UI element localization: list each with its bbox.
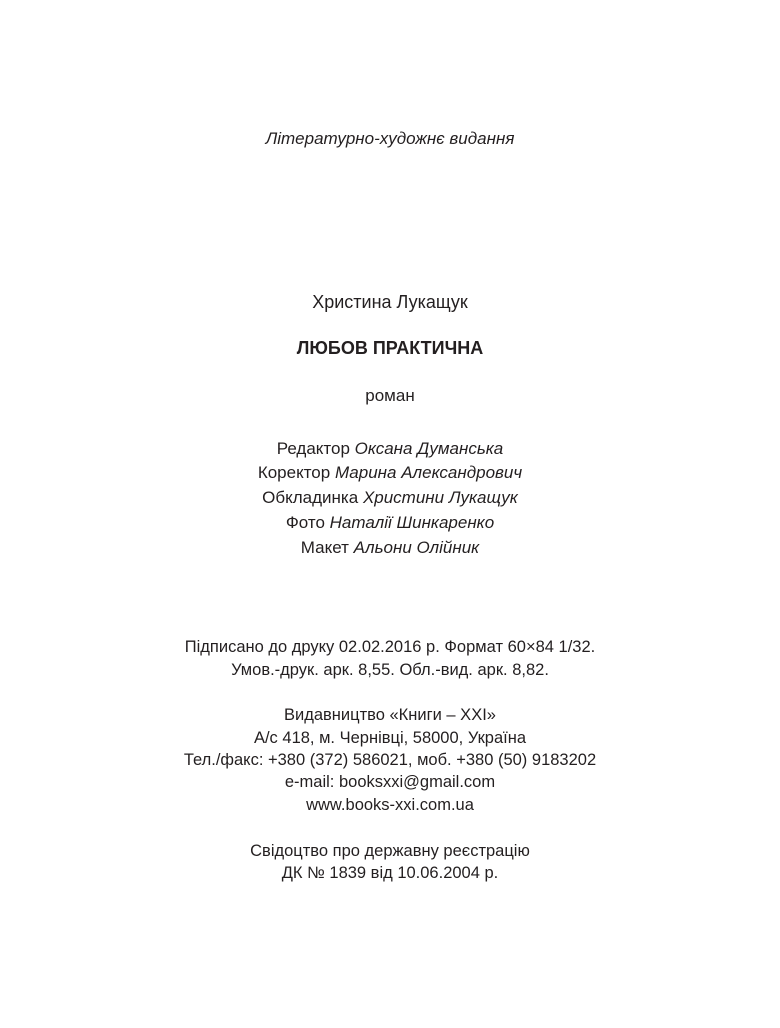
book-title: ЛЮБОВ ПРАКТИЧНА: [296, 338, 484, 358]
credit-person: Марина Александрович: [334, 463, 523, 482]
credit-person: Христини Лукащук: [362, 488, 518, 507]
credit-person: Оксана Думанська: [354, 439, 504, 458]
publisher-website: www.books-xxi.com.ua: [306, 796, 474, 814]
credit-cover: [0, 487, 780, 509]
publisher-email: e-mail: booksxxi@gmail.com: [284, 773, 496, 791]
credit-editor: [0, 438, 780, 460]
edition-type: Літературно-художнє видання: [265, 129, 515, 148]
registration-number: ДК № 1839 від 10.06.2004 р.: [281, 864, 499, 882]
print-sheets: Умов.-друк. арк. 8,55. Обл.-вид. арк. 8,82.: [231, 661, 549, 679]
credit-role: Обкладинка: [262, 488, 359, 507]
credit-photo: [0, 512, 780, 534]
publisher-phone: Тел./факс: +380 (372) 586021, моб. +380 (50) 9183202: [183, 751, 597, 769]
print-signed: Підписано до друку 02.02.2016 р. Формат 60×84 1/32.: [184, 638, 596, 656]
publisher-name: Видавництво «Книги – ХХІ»: [284, 706, 496, 724]
genre: роман: [365, 386, 415, 405]
credit-proofreader: [0, 462, 780, 484]
registration-certificate: Свідоцтво про державну реєстрацію: [250, 842, 530, 860]
credit-person: Наталії Шинкаренко: [329, 513, 495, 532]
publisher-address: А/с 418, м. Чернівці, 58000, Україна: [253, 729, 527, 747]
author-name: Христина Лукащук: [312, 292, 468, 312]
credit-role: Макет: [300, 538, 349, 557]
credit-role: Фото: [285, 513, 325, 532]
credit-layout: [0, 537, 780, 559]
credit-role: Коректор: [257, 463, 331, 482]
credit-role: Редактор: [276, 439, 350, 458]
credit-person: Альони Олійник: [353, 538, 480, 557]
